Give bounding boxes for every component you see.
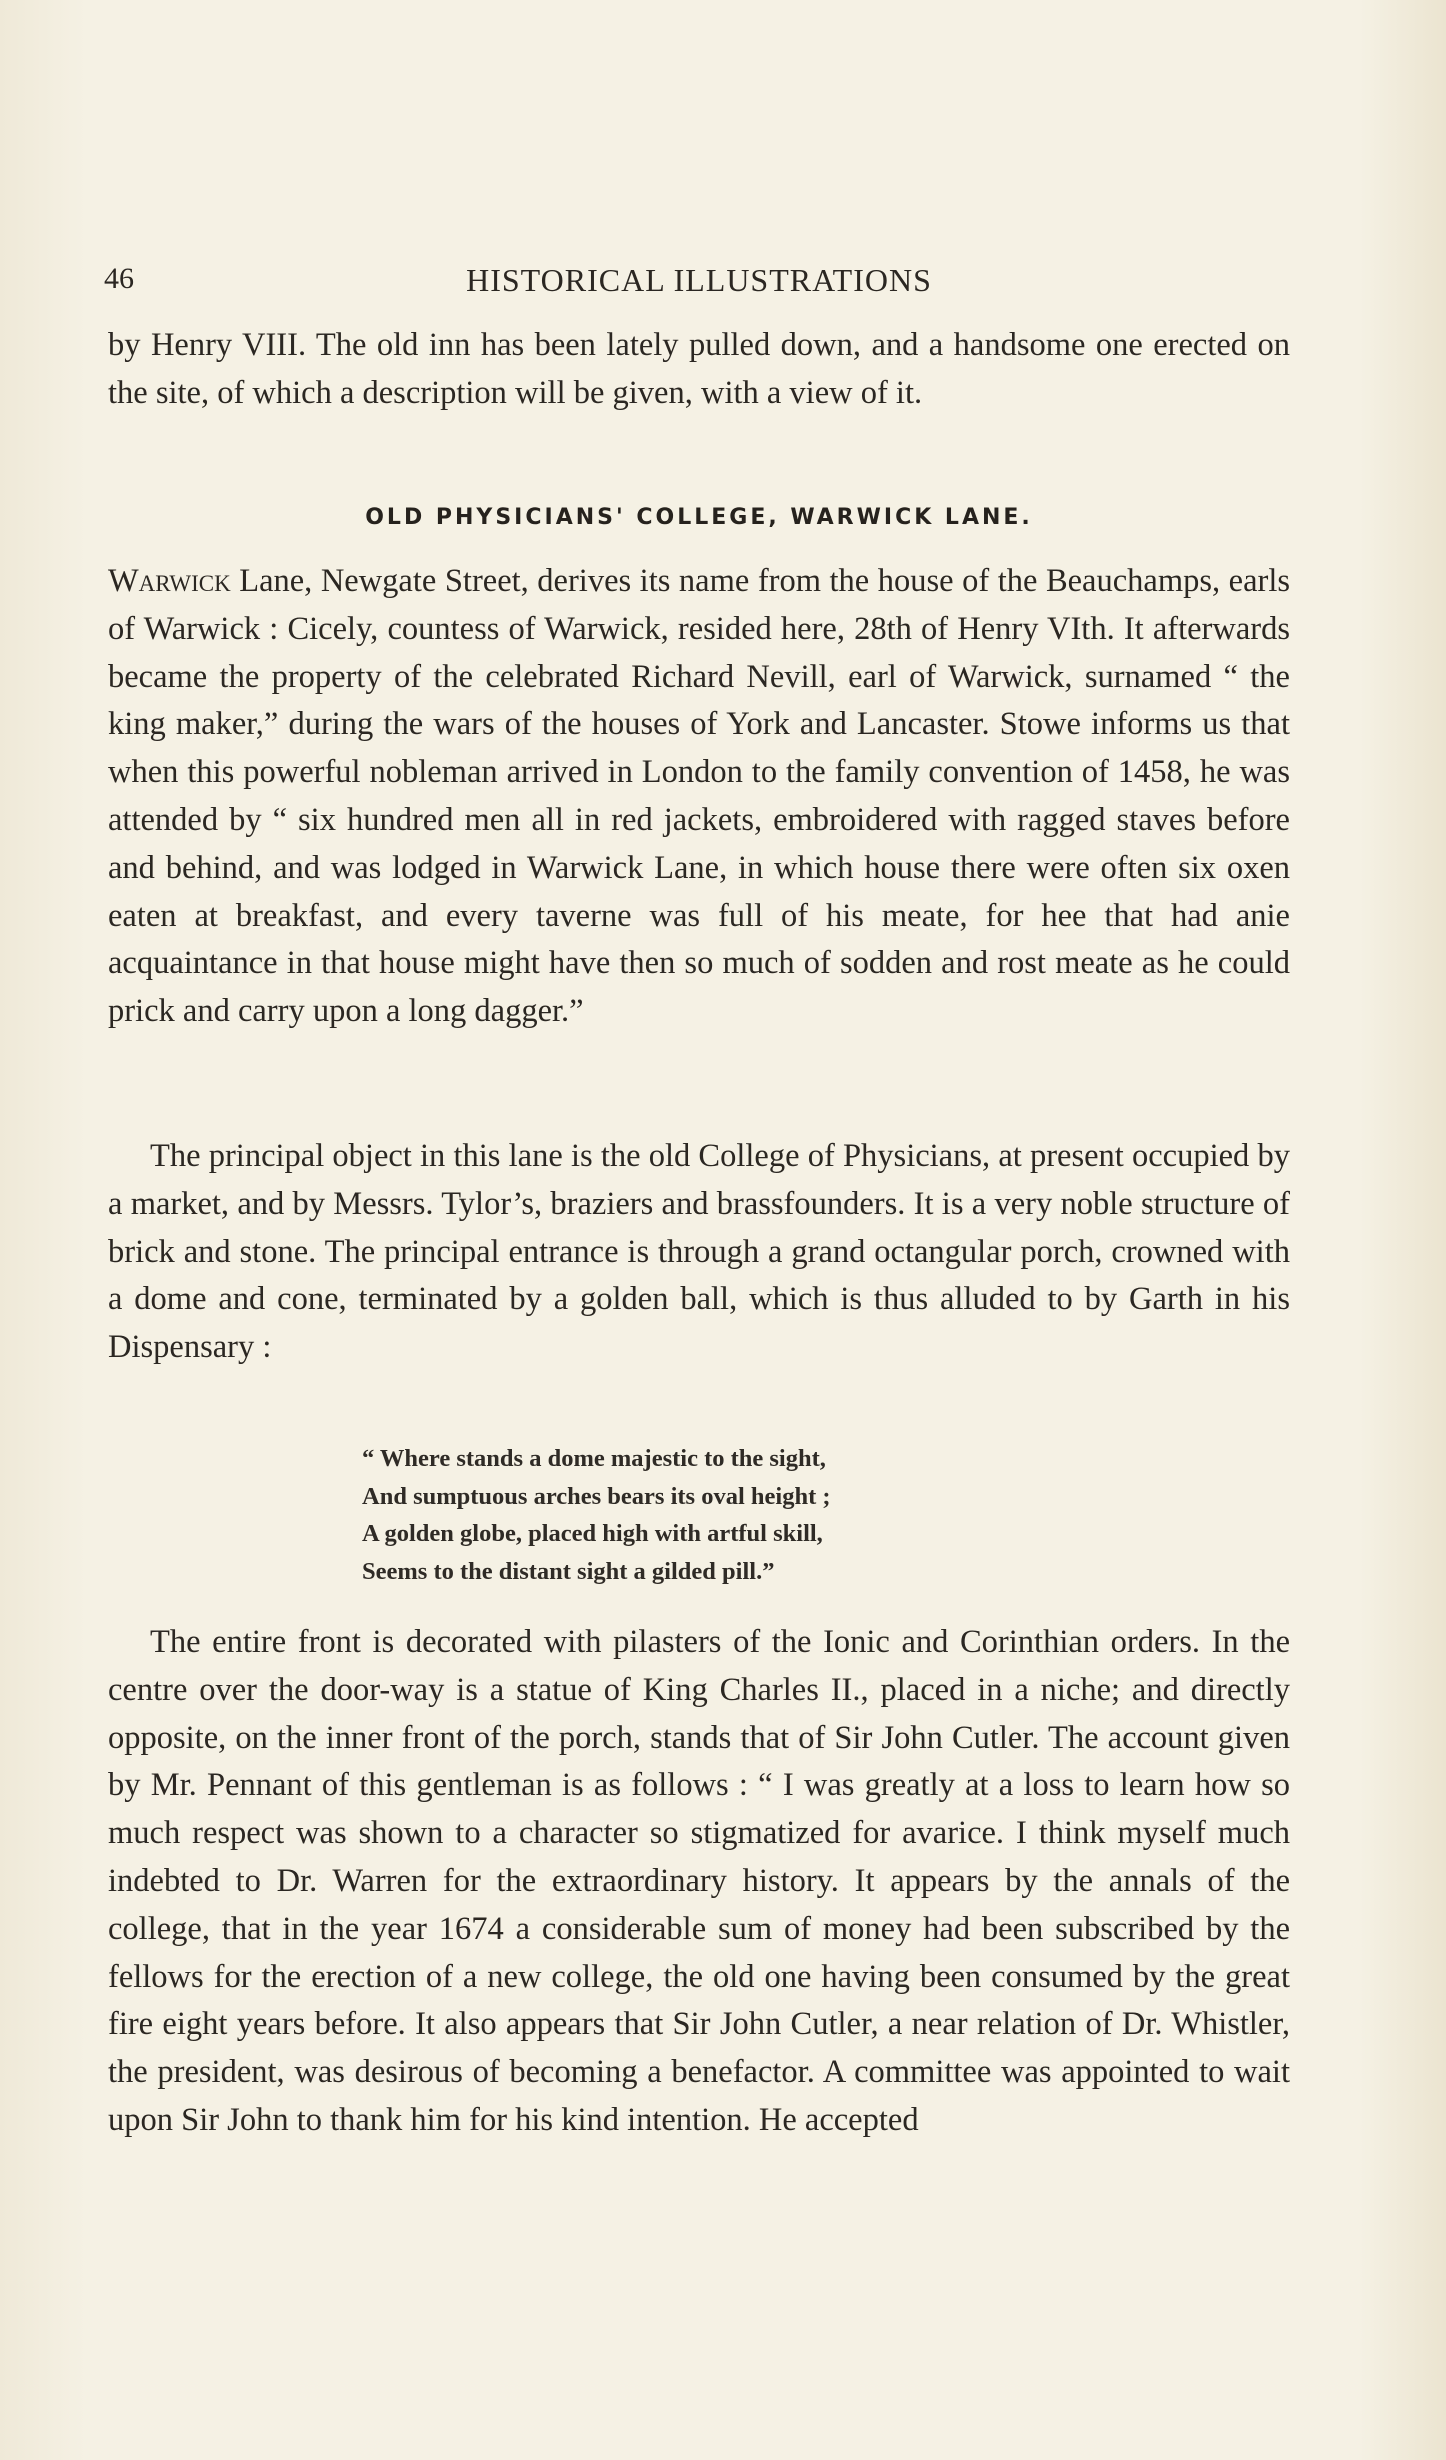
- verse-quotation: [362, 1440, 831, 1590]
- section-paragraph-2: [108, 1133, 1290, 1372]
- paragraph-1: [108, 558, 1290, 1036]
- verse-line: “ Where stands a dome majestic to the sight,: [362, 1445, 826, 1472]
- section-paragraph-1: [108, 558, 1290, 1036]
- verse-line: And sumptuous arches bears its oval height ;: [362, 1482, 831, 1510]
- opening-paragraph: by Henry VIII. The old inn has been lately pulled down, and a handsome one erected on the site, of which a description will be given, with a view of it.: [108, 327, 1290, 411]
- paragraph-2: The principal object in this lane is the old College of Physicians, at present occupied by a market, and by Messrs. Tylor’s, braziers and brassfounders. It is a very noble structure of brick and stone. The principal entrance is through a grand octangular porch, crowned with a dome and cone, terminated by a golden ball, which is thus alluded to by Garth in his Dispensary :: [108, 1138, 1290, 1366]
- section-heading: OLD PHYSICIANS' COLLEGE, WARWICK LANE.: [365, 505, 1033, 530]
- page-header: [104, 262, 1294, 308]
- verse-line: A golden globe, placed high with artful skill,: [362, 1520, 823, 1547]
- section-paragraph-3: [108, 1619, 1290, 2145]
- opening-text: [108, 322, 1290, 418]
- verse-line: Seems to the distant sight a gilded pill.”: [362, 1557, 775, 1585]
- running-head: HISTORICAL ILLUSTRATIONS: [466, 262, 932, 298]
- page-number: 46: [104, 262, 134, 295]
- paragraph-1-text: Lane, Newgate Street, derives its name from the house of the Beauchamps, earls of Warwick : Cicely, countess of Warwick, resided here, 28th of Henry VIth. It afterwards became the property of the celebrated Richard Nevill, earl of Warwick, surnamed “ the king maker,” during the wars of the houses of York and Lancaster. Stowe informs us that when this powerful nobleman arrived in London to the family convention of 1458, he was attended by “ six hundred men all in red jackets, embroidered with ragged staves before and behind, and was lodged in Warwick Lane, in which house there were often six oxen eaten at breakfast, and every taverne was full of his meate, for hee that had anie acquaintance in that house might have then so much of sodden and rost meate as he could prick and carry upon a long dagger.”: [108, 563, 1290, 1030]
- paragraph-3: The entire front is decorated with pilasters of the Ionic and Corinthian orders. In the centre over the door-way is a statue of King Charles II., placed in a niche; and directly opposite, on the inner front of the porch, stands that of Sir John Cutler. The account given by Mr. Pennant of this gentleman is as follows : “ I was greatly at a loss to learn how so much respect was shown to a character so stigmatized for avarice. I think myself much indebted to Dr. Warren for the extraordinary history. It appears by the annals of the college, that in the year 1674 a considerable sum of money had been subscribed by the fellows for the erection of a new college, the old one having been consumed by the great fire eight years before. It also appears that Sir John Cutler, a near relation of Dr. Whistler, the president, was desirous of becoming a benefactor. A committee was appointed to wait upon Sir John to thank him for his kind intention. He accepted: [108, 1624, 1290, 2138]
- lead-word: Warwick: [108, 563, 231, 599]
